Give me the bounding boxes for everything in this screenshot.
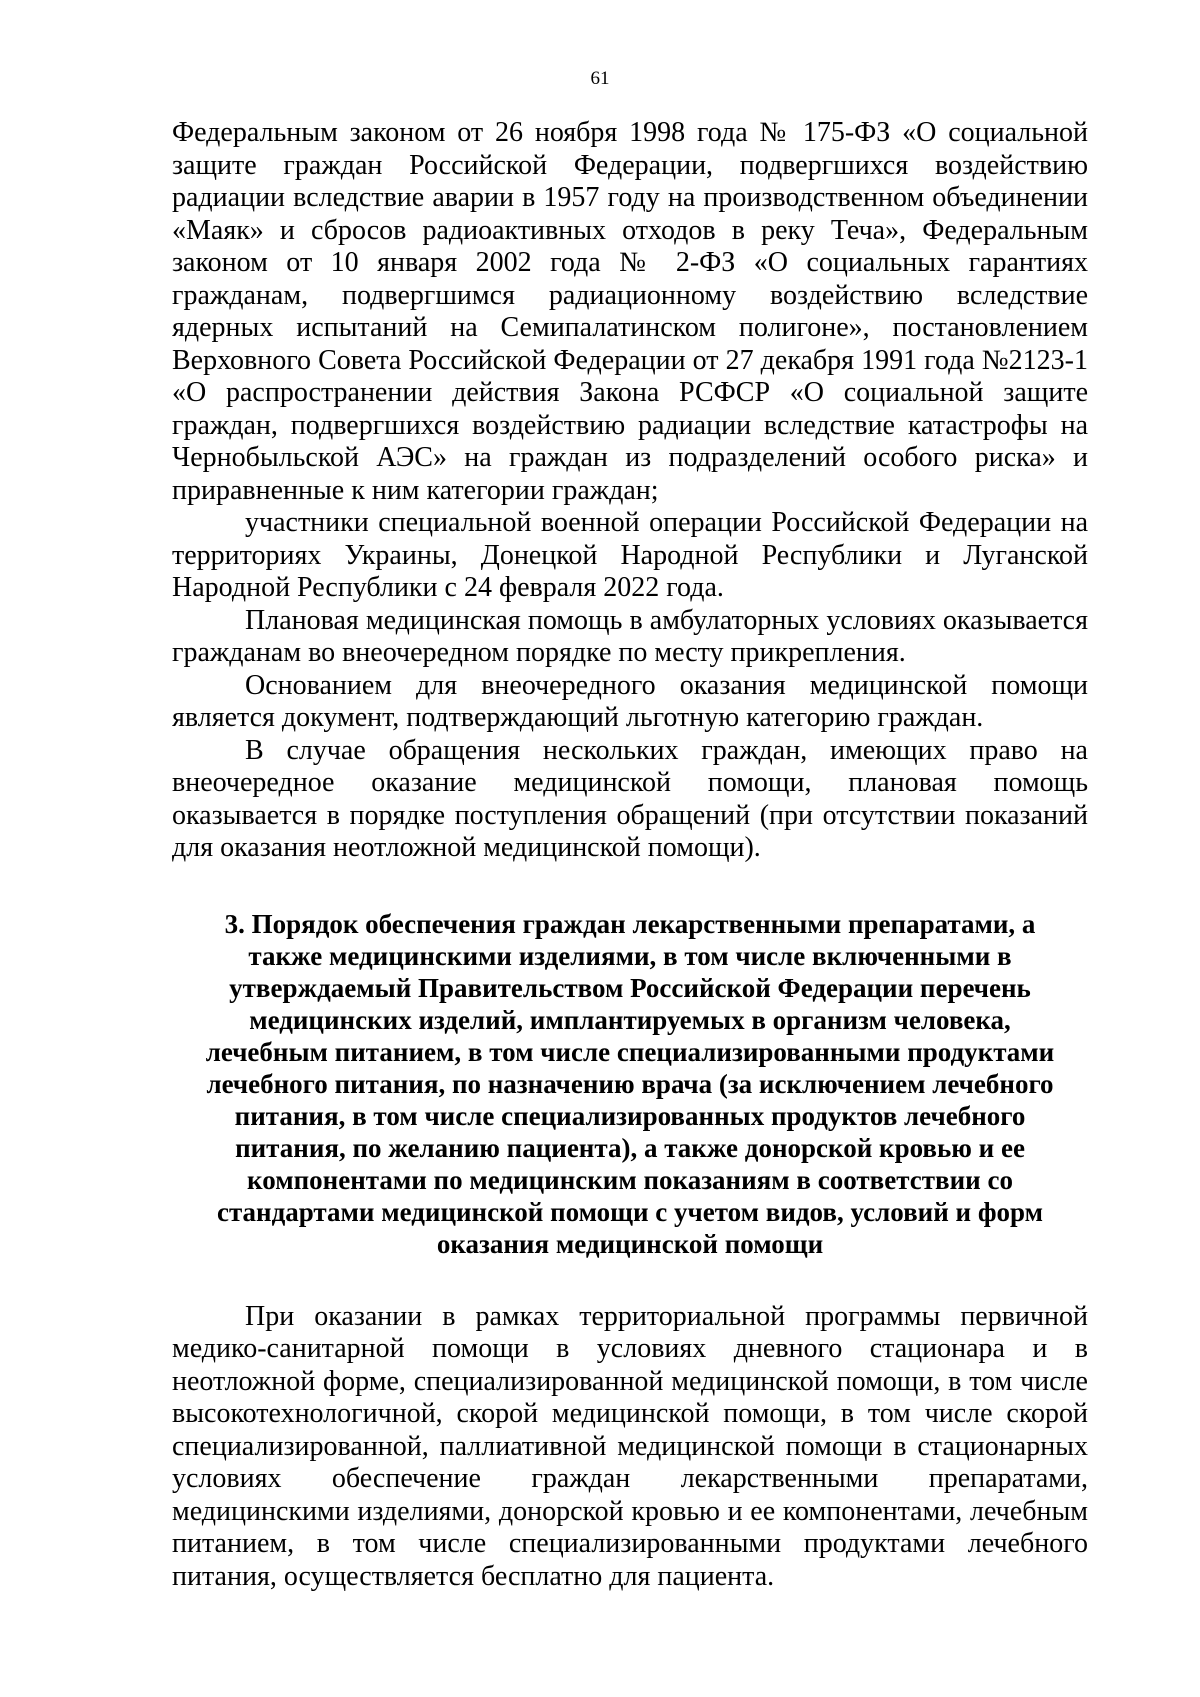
paragraph-free-provision: При оказании в рамках территориальной программы первичной медико-санитарной помощи в условиях дневного стационара и в неотложной форме, специализированной медицинской помощи, в том числе высокотехнологичной, скорой медицинской помощи, в том числе скорой специализированной, паллиативной медицинской помощи в стационарных условиях обеспечение граждан лекарственными препаратами, медицинскими изделиями, донорской кровью и ее компонентами, лечебным питанием, в том числе специализированными продуктами лечебного питания, осуществляется бесплатно для пациента. <box>172 1300 1088 1592</box>
paragraph-federal-laws: Федеральным законом от 26 ноября 1998 года № 175-ФЗ «О социальной защите граждан Российской Федерации, подвергшихся воздействию радиации вследствие аварии в 1957 году на производственном объединении «Маяк» и сбросов радиоактивных отходов в реку Теча», Федеральным законом от 10 января 2002 года № 2-ФЗ «О социальных гарантиях гражданам, подвергшимся радиационному воздействию вследствие ядерных испытаний на Семипалатинском полигоне», постановлением Верховного Совета Российской Федерации от 27 декабря 1991 года №2123-1 «О распространении действия Закона РСФСР «О социальной защите граждан, подвергшихся воздействию радиации вследствие катастрофы на Чернобыльской АЭС» на граждан из подразделений особого риска» и приравненные к ним категории граждан; <box>172 117 1088 506</box>
paragraph-basis: Основанием для внеочередного оказания медицинской помощи является документ, подтверждающий льготную категорию граждан. <box>172 669 1088 733</box>
section-heading: 3. Порядок обеспечения граждан лекарственными препаратами, а также медицинскими изделиями, в том числе включенными в утверждаемый Правительством Российской Федерации перечень медицинских изделий, имплантируемых в организм человека, лечебным питанием, в том числе специализированными продуктами лечебного питания, по назначению врача (за исключением лечебного питания, в том числе специализированных продуктов лечебного питания, по желанию пациента), а также донорской кровью и ее компонентами по медицинским показаниям в соответствии со стандартами медицинской помощи с учетом видов, условий и форм оказания медицинской помощи <box>205 908 1055 1259</box>
paragraph-planned-care: Плановая медицинская помощь в амбулаторных условиях оказывается гражданам во внеочередном порядке по месту прикрепления. <box>172 604 1088 668</box>
document-body <box>172 117 1088 1593</box>
paragraph-svo-participants: участники специальной военной операции Российской Федерации на территориях Украины, Донецкой Народной Республики и Луганской Народной Республики с 24 февраля 2022 года. <box>172 507 1088 603</box>
paragraph-order-of-appeals: В случае обращения нескольких граждан, имеющих право на внеочередное оказание медицинской помощи, плановая помощь оказывается в порядке поступления обращений (при отсутствии показаний для оказания неотложной медицинской помощи). <box>172 734 1088 863</box>
page-number: 61 <box>590 68 610 89</box>
